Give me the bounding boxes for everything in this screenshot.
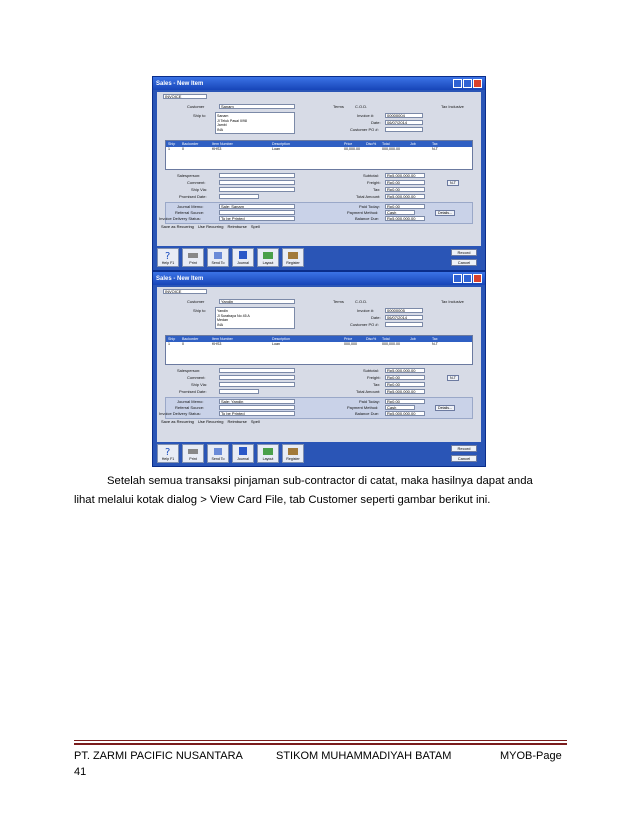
record-button[interactable]: Record xyxy=(451,445,477,452)
maximize-icon[interactable] xyxy=(463,79,472,88)
col-total: Total xyxy=(382,142,390,146)
subtotal-value: Rp5.000.000,00 xyxy=(385,368,425,373)
print-label: Print xyxy=(189,261,197,265)
payment-method-label: Payment Method: xyxy=(347,210,379,215)
register-icon xyxy=(287,446,299,456)
paragraph-line-1: Setelah semua transaksi pinjaman sub-contractor di catat, maka hasilnya dapat anda xyxy=(107,475,533,487)
terms-label: Terms xyxy=(333,299,344,304)
col-description: Description xyxy=(272,142,290,146)
col-ship: Ship xyxy=(168,337,176,341)
balance-due-label: Balance Due: xyxy=(355,216,380,221)
address-line: Jl Teluk Pasai II/98 xyxy=(217,118,247,123)
journal-memo-label: Journal Memo: xyxy=(177,204,204,209)
customer-po-input[interactable] xyxy=(385,322,423,327)
tax-value: Rp0,00 xyxy=(385,187,425,192)
layout-label: Layout xyxy=(262,457,274,461)
freight-tax-code[interactable]: N-T xyxy=(447,180,459,186)
footer-page-label: MYOB-Page xyxy=(500,750,562,762)
customer-po-label: Customer PO #: xyxy=(350,127,379,132)
col-price: Price xyxy=(344,337,353,341)
cell-job xyxy=(408,342,430,347)
col-backorder: Backorder xyxy=(182,337,199,341)
svg-text:?: ? xyxy=(165,447,171,456)
invoice-type-select[interactable]: INVOICE xyxy=(163,94,207,99)
minimize-icon[interactable] xyxy=(453,274,462,283)
customer-po-input[interactable] xyxy=(385,127,423,132)
details-button[interactable]: Details... xyxy=(435,210,455,216)
freight-value[interactable]: Rp0,00 xyxy=(385,375,425,380)
line-items-table[interactable] xyxy=(165,140,473,170)
layout-button[interactable] xyxy=(257,248,279,267)
invoice-no-input[interactable]: 00000005 xyxy=(385,308,423,313)
window-body xyxy=(157,287,481,442)
footer-school: STIKOM MUHAMMADIYAH BATAM xyxy=(276,750,452,762)
salesperson-label: Salesperson: xyxy=(177,173,201,178)
journal-memo-input[interactable]: Sale; Yandin xyxy=(219,399,295,404)
subtotal-value: Rp5.000.000,00 xyxy=(385,173,425,178)
sales-window-screenshot-2 xyxy=(152,271,486,467)
recurring-toolbar xyxy=(161,224,477,231)
journal-memo-label: Journal Memo: xyxy=(177,399,204,404)
spell-button[interactable]: Spell xyxy=(250,419,260,424)
ship-via-input[interactable] xyxy=(219,382,295,387)
terms-label: Terms xyxy=(333,104,344,109)
layout-label: Layout xyxy=(262,261,274,265)
journal-icon xyxy=(237,446,249,456)
address-line: Jambi xyxy=(217,123,227,127)
balance-due-value: Rp5.000.000,00 xyxy=(385,216,425,221)
send-icon xyxy=(212,250,224,260)
journal-button[interactable] xyxy=(232,248,254,267)
recurring-toolbar xyxy=(161,419,477,426)
ship-via-input[interactable] xyxy=(219,187,295,192)
promised-date-input[interactable] xyxy=(219,194,259,199)
customer-po-label: Customer PO #: xyxy=(350,322,379,327)
cell-price: 00,000.00 xyxy=(344,147,360,151)
payment-panel xyxy=(165,397,473,419)
journal-icon xyxy=(237,250,249,260)
freight-value[interactable]: Rp0,00 xyxy=(385,180,425,185)
window-title: Sales - New Item xyxy=(156,275,204,282)
send-label: Send To xyxy=(211,457,225,461)
referral-source-input[interactable] xyxy=(219,210,295,215)
date-label: Date: xyxy=(371,315,381,320)
use-recurring-button[interactable]: Use Recurring xyxy=(197,419,224,424)
balance-due-label: Balance Due: xyxy=(355,411,380,416)
address-line: Medan xyxy=(217,318,228,322)
use-recurring-button[interactable]: Use Recurring xyxy=(197,224,224,229)
cell-tax: N-T xyxy=(432,342,438,346)
bottom-button-bar xyxy=(157,247,481,267)
journal-memo-input[interactable]: Sale; Sanam xyxy=(219,204,295,209)
paid-today-input[interactable]: Rp0,00 xyxy=(385,204,425,209)
subtotal-label: Subtotal: xyxy=(363,173,379,178)
cell-price: 000,000 xyxy=(344,342,357,346)
print-button[interactable] xyxy=(182,444,204,463)
journal-label: Journal xyxy=(237,457,249,461)
address-line: INA xyxy=(217,322,223,327)
question-icon xyxy=(162,250,174,260)
customer-input[interactable]: Sanam xyxy=(219,104,295,109)
col-description: Description xyxy=(272,337,290,341)
ship-to-label: Ship to xyxy=(193,308,206,313)
cell-job xyxy=(408,147,430,152)
footer-rule-bottom xyxy=(74,743,567,745)
cell-ship: 1 xyxy=(168,342,170,346)
referral-source-label: Referral Source: xyxy=(175,210,205,215)
cell-tax: N-T xyxy=(432,147,438,151)
referral-source-input[interactable] xyxy=(219,405,295,410)
balance-due-value: Rp5.000.000,00 xyxy=(385,411,425,416)
comment-input[interactable] xyxy=(219,180,295,185)
help-label: Help F1 xyxy=(161,261,175,265)
cell-backorder: 0 xyxy=(182,147,184,151)
payment-method-select[interactable]: Cash xyxy=(385,210,415,215)
cancel-button[interactable]: Cancel xyxy=(451,259,477,266)
customer-label: Customer xyxy=(187,104,205,109)
print-label: Print xyxy=(189,457,197,461)
window-body xyxy=(157,92,481,246)
promised-date-input[interactable] xyxy=(219,389,259,394)
spell-button[interactable]: Spell xyxy=(250,224,260,229)
bottom-button-bar xyxy=(157,443,481,463)
save-recurring-button[interactable]: Save as Recurring xyxy=(161,419,194,424)
salesperson-label: Salesperson: xyxy=(177,368,201,373)
terms-value[interactable]: C.O.D. xyxy=(355,104,368,109)
layout-icon xyxy=(262,446,274,456)
table-row[interactable] xyxy=(166,147,472,152)
col-job: Job xyxy=(410,142,416,146)
register-label: Register xyxy=(286,261,300,265)
record-button[interactable]: Record xyxy=(451,249,477,256)
send-icon xyxy=(212,446,224,456)
tax-inclusive-checkbox[interactable]: Tax Inclusive xyxy=(441,299,464,304)
promised-date-label: Promised Date: xyxy=(179,389,207,394)
total-amount-label: Total Amount: xyxy=(356,389,381,394)
tax-label: Tax: xyxy=(373,382,381,387)
maximize-icon[interactable] xyxy=(463,274,472,283)
cell-item: KHS3 xyxy=(212,342,222,346)
col-price: Price xyxy=(344,142,353,146)
layout-icon xyxy=(262,250,274,260)
line-items-table[interactable] xyxy=(165,335,473,365)
ship-to-address[interactable] xyxy=(215,112,295,134)
col-disc: Disc% xyxy=(366,142,377,146)
close-icon[interactable] xyxy=(473,79,482,88)
tax-value: Rp0,00 xyxy=(385,382,425,387)
cell-backorder: 0 xyxy=(182,342,184,346)
freight-tax-code[interactable]: N-T xyxy=(447,375,459,381)
sales-window-screenshot-1 xyxy=(152,76,486,271)
register-button[interactable] xyxy=(282,444,304,463)
paid-today-input[interactable]: Rp0,00 xyxy=(385,399,425,404)
payment-panel xyxy=(165,202,473,224)
cell-description: Loan xyxy=(272,342,280,346)
col-item-number: Item Number xyxy=(212,142,233,146)
window-titlebar xyxy=(153,272,485,285)
invoice-no-label: Invoice #: xyxy=(357,308,375,313)
invoice-type-select[interactable]: INVOICE xyxy=(163,289,207,294)
comment-input[interactable] xyxy=(219,375,295,380)
details-button[interactable]: Details... xyxy=(435,405,455,411)
invoice-no-input[interactable]: 00000004 xyxy=(385,113,423,118)
cell-description: Loan xyxy=(272,147,280,151)
invoice-no-label: Invoice #: xyxy=(357,113,375,118)
date-input[interactable]: 06/07/2014 xyxy=(385,315,423,320)
close-icon[interactable] xyxy=(473,274,482,283)
paid-today-label: Paid Today: xyxy=(359,204,380,209)
ship-via-label: Ship Via: xyxy=(191,382,207,387)
comment-label: Comment: xyxy=(187,375,206,380)
help-label: Help F1 xyxy=(161,457,175,461)
terms-value[interactable]: C.O.D. xyxy=(355,299,368,304)
reimburse-button[interactable]: Reimburse xyxy=(227,419,247,424)
save-recurring-button[interactable]: Save as Recurring xyxy=(161,224,194,229)
window-title: Sales - New Item xyxy=(156,80,204,87)
table-row[interactable] xyxy=(166,342,472,347)
subtotal-label: Subtotal: xyxy=(363,368,379,373)
footer-rule-top xyxy=(74,740,567,741)
referral-source-label: Referral Source: xyxy=(175,405,205,410)
customer-label: Customer xyxy=(187,299,205,304)
cell-total: 000,000.00 xyxy=(382,147,400,151)
freight-label: Freight: xyxy=(367,180,381,185)
delivery-status-select[interactable]: To be Printed xyxy=(219,411,295,416)
freight-label: Freight: xyxy=(367,375,381,380)
cell-disc xyxy=(364,342,380,347)
journal-button[interactable] xyxy=(232,444,254,463)
register-button[interactable] xyxy=(282,248,304,267)
delivery-status-select[interactable]: To be Printed xyxy=(219,216,295,221)
date-input[interactable]: 06/07/2014 xyxy=(385,120,423,125)
minimize-icon[interactable] xyxy=(453,79,462,88)
total-amount-label: Total Amount: xyxy=(356,194,381,199)
col-tax: Tax xyxy=(432,337,438,341)
salesperson-input[interactable] xyxy=(219,368,295,373)
send-label: Send To xyxy=(211,261,225,265)
date-label: Date: xyxy=(371,120,381,125)
print-button[interactable] xyxy=(182,248,204,267)
reimburse-button[interactable]: Reimburse xyxy=(227,224,247,229)
col-job: Job xyxy=(410,337,416,341)
paid-today-label: Paid Today: xyxy=(359,399,380,404)
address-line: Sanam xyxy=(217,114,229,118)
payment-method-label: Payment Method: xyxy=(347,405,379,410)
footer-page-number: 41 xyxy=(74,766,87,778)
ship-to-label: Ship to xyxy=(193,113,206,118)
register-label: Register xyxy=(286,457,300,461)
printer-icon xyxy=(187,446,199,456)
col-ship: Ship xyxy=(168,142,176,146)
delivery-status-label: Invoice Delivery Status: xyxy=(159,216,201,221)
total-amount-value: Rp5.000.000,00 xyxy=(385,194,425,199)
help-button[interactable] xyxy=(157,248,179,267)
send-to-button[interactable] xyxy=(207,248,229,267)
comment-label: Comment: xyxy=(187,180,206,185)
payment-method-select[interactable]: Cash xyxy=(385,405,415,410)
cell-ship: 1 xyxy=(168,147,170,151)
paragraph-line-2: lihat melalui kotak dialog > View Card File, tab Customer seperti gambar berikut ini. xyxy=(74,494,491,506)
tax-inclusive-checkbox[interactable]: Tax Inclusive xyxy=(441,104,464,109)
address-line: Yandin xyxy=(217,309,228,313)
address-line: Jl Surabaya No 45 A xyxy=(217,313,250,318)
cancel-button[interactable]: Cancel xyxy=(451,455,477,462)
register-icon xyxy=(287,250,299,260)
col-total: Total xyxy=(382,337,390,341)
layout-button[interactable] xyxy=(257,444,279,463)
salesperson-input[interactable] xyxy=(219,173,295,178)
col-item-number: Item Number xyxy=(212,337,233,341)
total-amount-value: Rp5.000.000,00 xyxy=(385,389,425,394)
col-backorder: Backorder xyxy=(182,142,199,146)
footer-company: PT. ZARMI PACIFIC NUSANTARA xyxy=(74,750,243,762)
journal-label: Journal xyxy=(237,261,249,265)
send-to-button[interactable] xyxy=(207,444,229,463)
help-button[interactable] xyxy=(157,444,179,463)
ship-to-address[interactable] xyxy=(215,307,295,329)
question-icon xyxy=(162,446,174,456)
cell-total: 000,000.00 xyxy=(382,342,400,346)
svg-text:?: ? xyxy=(165,251,171,260)
address-line: INA xyxy=(217,127,223,132)
col-tax: Tax xyxy=(432,142,438,146)
promised-date-label: Promised Date: xyxy=(179,194,207,199)
tax-label: Tax: xyxy=(373,187,381,192)
customer-input[interactable]: Yandin xyxy=(219,299,295,304)
printer-icon xyxy=(187,250,199,260)
ship-via-label: Ship Via: xyxy=(191,187,207,192)
window-titlebar xyxy=(153,77,485,90)
delivery-status-label: Invoice Delivery Status: xyxy=(159,411,201,416)
col-disc: Disc% xyxy=(366,337,377,341)
cell-item: KHS3 xyxy=(212,147,222,151)
cell-disc xyxy=(364,147,380,152)
